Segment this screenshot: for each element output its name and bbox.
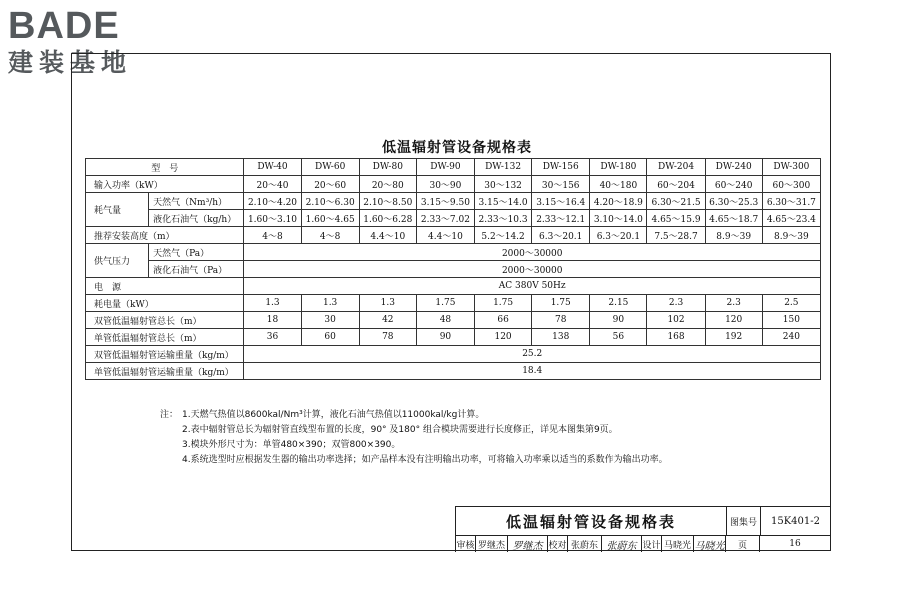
table-row [86,312,821,329]
table-cell: 2.15 [590,295,647,312]
table-cell: 56 [590,329,647,346]
table-cell: 4.65～18.7 [705,210,762,227]
row-sublabel: 液化石油气（kg/h） [149,210,244,227]
table-cell: 3.15～9.50 [416,193,474,210]
atlas-label: 图集号 [727,507,761,536]
title-block-title: 低温辐射管设备规格表 [456,507,727,536]
table-cell: 4.65～23.4 [762,210,820,227]
table-cell: 2.10～8.50 [359,193,416,210]
table-cell: 1.3 [301,295,359,312]
table-cell: 150 [762,312,820,329]
row-label: 单管低温辐射管运输重量（kg/m） [86,363,244,380]
page-number: 16 [789,539,801,549]
table-cell: 90 [416,329,474,346]
table-cell: 60～300 [762,176,820,193]
table-row [86,363,821,380]
table-cell: 1.75 [475,295,532,312]
table-cell: 6.30～25.3 [705,193,762,210]
note-item [160,453,668,468]
note-item [160,438,668,453]
table-cell: 20～60 [301,176,359,193]
note-text: 4.系统选型时应根据发生器的输出功率选择；如产品样本没有注明输出功率，可将输入功率乘以适当的系数作为输出功率。 [182,455,668,465]
designer-name: 马晓光 [662,536,694,552]
model-cell: DW-90 [416,159,474,176]
table-cell: 8.9～39 [762,227,820,244]
merged-cell: 25.2 [244,346,821,363]
row-label: 耗电量（kW） [86,295,244,312]
table-row [86,244,821,261]
note-text: 2.表中辐射管总长为辐射管直线型布置的长度，90° 及180° 组合模块需要进行长度修正，详见本图集第9页。 [182,425,618,435]
reviewer-name: 罗继杰 [476,536,508,552]
note-text: 3.模块外形尺寸为：单管480×390；双管800×390。 [182,440,401,450]
table-title: 低温辐射管设备规格表 [382,140,532,156]
model-cell: DW-300 [762,159,820,176]
table-cell: 4.4～10 [416,227,474,244]
table-row [86,176,821,193]
table-cell: 2.3 [705,295,762,312]
table-cell: 2.10～4.20 [244,193,301,210]
model-cell: DW-60 [301,159,359,176]
table-row [86,295,821,312]
table-cell: 20～40 [244,176,301,193]
table-cell: 4～8 [301,227,359,244]
table-cell: 1.75 [416,295,474,312]
model-cell: DW-40 [244,159,301,176]
table-cell: 6.30～31.7 [762,193,820,210]
title-block [455,506,830,552]
table-cell: 168 [647,329,705,346]
row-label: 推荐安装高度（m） [86,227,244,244]
table-cell: 1.60～6.28 [359,210,416,227]
table-cell: 6.3～20.1 [590,227,647,244]
row-sublabel: 液化石油气（Pa） [149,261,244,278]
table-cell: 78 [532,312,590,329]
row-label: 双管低温辐射管运输重量（kg/m） [86,346,244,363]
table-cell: 30～132 [475,176,532,193]
table-cell: 4.4～10 [359,227,416,244]
model-label: 型 号 [86,159,244,176]
design-label: 设计 [642,536,662,552]
table-cell: 2.10～6.30 [301,193,359,210]
table-cell: 120 [475,329,532,346]
row-label: 单管低温辐射管总长（m） [86,329,244,346]
page-label: 页 [726,536,760,552]
notes [160,408,668,468]
model-cell: DW-132 [475,159,532,176]
note-item [160,423,668,438]
table-cell: 1.75 [532,295,590,312]
row-label: 双管低温辐射管总长（m） [86,312,244,329]
table-cell: 30 [301,312,359,329]
notes-prefix: 注： [160,410,179,420]
table-cell: 1.3 [359,295,416,312]
table-cell: 102 [647,312,705,329]
table-cell: 3.10～14.0 [590,210,647,227]
table-cell: 20～80 [359,176,416,193]
table-cell: 240 [762,329,820,346]
table-cell: 4.20～18.9 [590,193,647,210]
table-cell: 8.9～39 [705,227,762,244]
table-cell: 4～8 [244,227,301,244]
table-cell: 60 [301,329,359,346]
table-cell: 1.60～4.65 [301,210,359,227]
model-cell: DW-80 [359,159,416,176]
table-cell: 66 [475,312,532,329]
table-cell: 138 [532,329,590,346]
table-cell: 60～204 [647,176,705,193]
spec-table [85,158,821,380]
logo-subtitle: 建装基地 [8,48,133,77]
table-cell: 2.5 [762,295,820,312]
merged-cell: AC 380V 50Hz [244,278,821,295]
table-cell: 36 [244,329,301,346]
table-cell: 5.2～14.2 [475,227,532,244]
row-label: 输入功率（kW） [86,176,244,193]
table-cell: 1.3 [244,295,301,312]
table-cell: 3.15～16.4 [532,193,590,210]
model-cell: DW-240 [705,159,762,176]
table-row [86,261,821,278]
merged-cell: 2000～30000 [244,244,821,261]
table-cell: 4.65～15.9 [647,210,705,227]
reviewer-signature: 罗继杰 [508,536,548,552]
atlas-number: 15K401-2 [761,507,830,536]
logo-brand: BADE [8,5,120,47]
table-cell: 3.15～14.0 [475,193,532,210]
table-cell: 90 [590,312,647,329]
checker-name: 张蔚东 [568,536,602,552]
table-cell: 18 [244,312,301,329]
table-cell: 30～90 [416,176,474,193]
checker-signature: 张蔚东 [602,536,642,552]
designer-signature: 马晓光 [694,536,726,552]
table-cell: 2.3 [647,295,705,312]
table-row [86,278,821,295]
merged-cell: 2000～30000 [244,261,821,278]
table-cell: 1.60～3.10 [244,210,301,227]
table-cell: 78 [359,329,416,346]
row-label: 供气压力 [86,244,149,278]
table-cell: 120 [705,312,762,329]
merged-cell: 18.4 [244,363,821,380]
signature-row [456,536,830,552]
table-cell: 48 [416,312,474,329]
table-cell: 30～156 [532,176,590,193]
table-row [86,227,821,244]
row-label: 耗气量 [86,193,149,227]
table-cell: 2.33～7.02 [416,210,474,227]
table-cell: 6.3～20.1 [532,227,590,244]
row-sublabel: 天然气（Nm³/h） [149,193,244,210]
model-cell: DW-180 [590,159,647,176]
model-cell: DW-204 [647,159,705,176]
table-cell: 2.33～10.3 [475,210,532,227]
model-cell: DW-156 [532,159,590,176]
table-row [86,329,821,346]
note-item [160,408,668,423]
table-row [86,210,821,227]
table-cell: 2.33～12.1 [532,210,590,227]
table-cell: 60～240 [705,176,762,193]
table-cell: 7.5～28.7 [647,227,705,244]
row-label: 电 源 [86,278,244,295]
table-row [86,346,821,363]
table-cell: 40～180 [590,176,647,193]
table-cell: 192 [705,329,762,346]
table-header-row [86,159,821,176]
table-row [86,193,821,210]
note-text: 1.天燃气热值以8600kal/Nm³计算，液化石油气热值以11000kal/kg计算。 [182,410,485,420]
table-cell: 6.30～21.5 [647,193,705,210]
row-sublabel: 天然气（Pa） [149,244,244,261]
table-cell: 42 [359,312,416,329]
review-label: 审核 [456,536,476,552]
check-label: 校对 [548,536,568,552]
